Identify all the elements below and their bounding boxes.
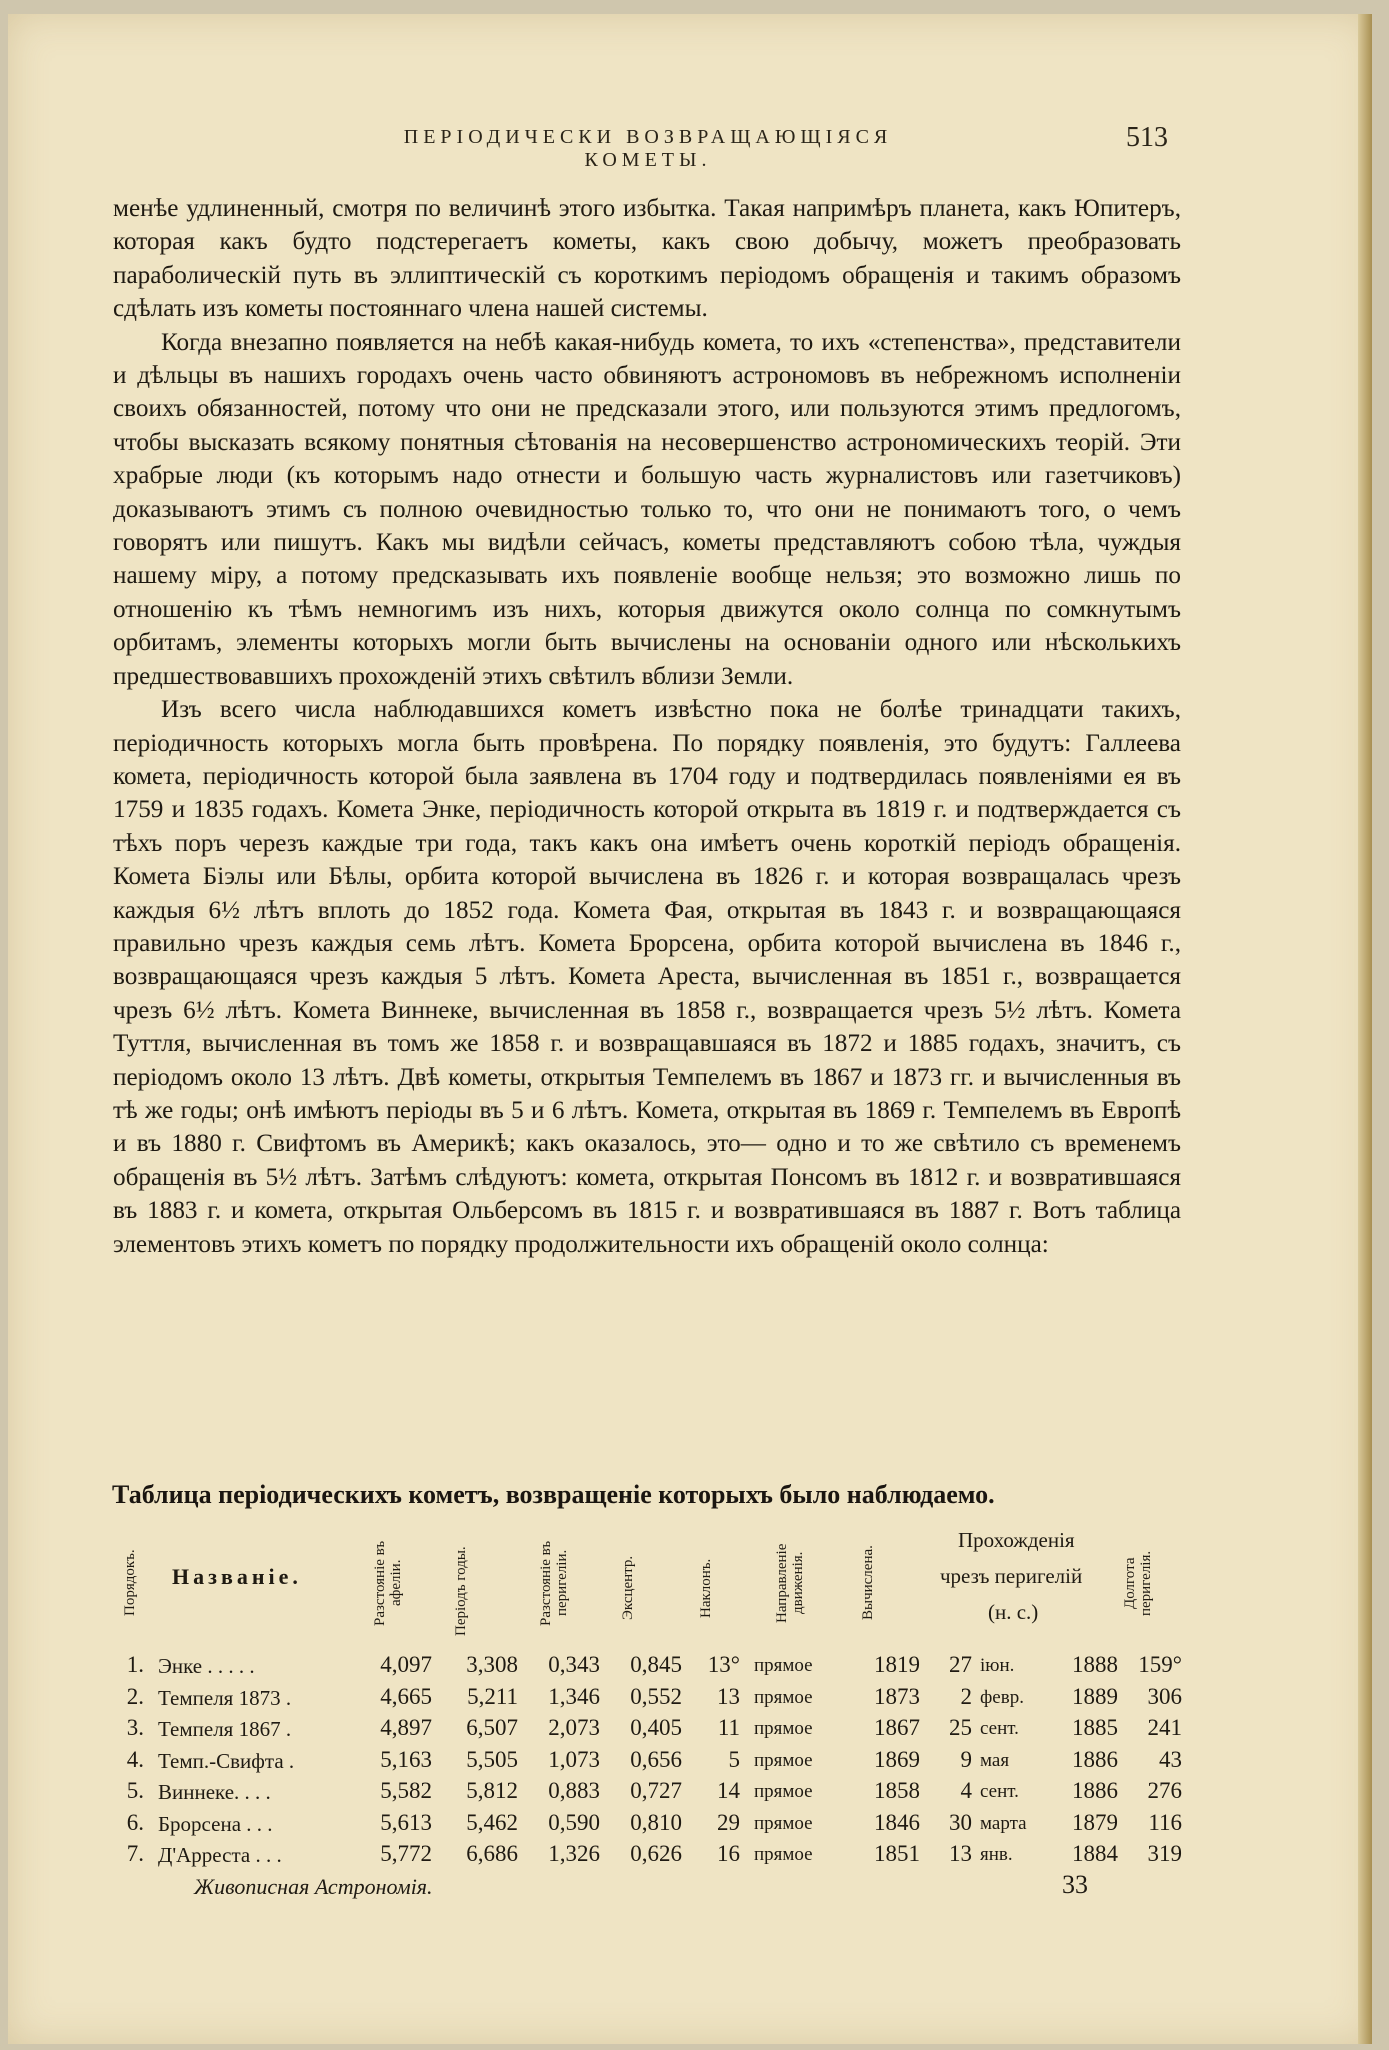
cell-comp: 1867 xyxy=(874,1715,920,1740)
cell-inc: 29 xyxy=(717,1809,740,1835)
header-order: Порядокъ. xyxy=(122,1549,138,1617)
cell-per: 5,812 xyxy=(466,1778,518,1803)
cell-lon: 116 xyxy=(1148,1809,1182,1835)
cell-dir: прямое xyxy=(754,1718,813,1739)
cell-peri: 0,343 xyxy=(548,1652,600,1677)
cell-ecc: 0,552 xyxy=(630,1683,682,1709)
cell-month: сент. xyxy=(980,1781,1019,1802)
cell-dir: прямое xyxy=(754,1812,813,1834)
cell-inc: 13° xyxy=(707,1652,740,1677)
cell-lon: 319 xyxy=(1147,1841,1182,1866)
cell-aph: 5,613 xyxy=(380,1809,432,1835)
cell-day: 4 xyxy=(960,1778,972,1803)
cell-comp: 1851 xyxy=(874,1841,920,1866)
cell-day: 30 xyxy=(949,1809,972,1835)
cell-peri: 1,073 xyxy=(548,1746,600,1772)
cell-peri: 1,346 xyxy=(548,1683,600,1709)
paragraph: Когда внезапно появляется на небѣ какая-нибудь комета, то ихъ «степенства», представители и дѣльцы въ нашихъ городахъ очень часто обвиняютъ астрономовъ въ небрежномъ исполненіи своихъ обязанностей, потому что они не предсказали этого, или пользуются этимъ предлогомъ, чтобы высказать всякому понятныя сѣтованія на несовершенство астрономическихъ теорій. Эти храбрые люди (къ которымъ надо отнести и большую часть журналистовъ или газетчиковъ) доказываютъ этимъ съ полною очевидностью только то, что они не понимаютъ того, о чемъ говорятъ или пишутъ. Какъ мы видѣли сейчасъ, кометы представляютъ собою тѣла, чуждыя нашему міру, а потому предсказывать ихъ появленіе вообще нельзя; это возможно лишь по отношенію къ тѣмъ немногимъ изъ нихъ, которыя движутся около солнца по сомкнутымъ орбитамъ, элементы которыхъ могли быть вычислены на основаніи одного или нѣсколькихъ предшествовавшихъ прохожденій этихъ свѣтилъ вблизи Земли. xyxy=(113,328,1181,690)
cell-month: февр. xyxy=(980,1686,1024,1708)
cell-comp: 1873 xyxy=(874,1683,920,1709)
cell-peri: 2,073 xyxy=(548,1715,600,1740)
cell-per: 5,505 xyxy=(466,1746,518,1772)
cell-ecc: 0,810 xyxy=(630,1809,682,1835)
table-row xyxy=(108,1747,1183,1777)
cell-year: 1879 xyxy=(1072,1809,1118,1835)
header-direction: Направленіе движенія. xyxy=(774,1543,806,1623)
cell-per: 6,686 xyxy=(466,1841,518,1866)
cell-n: 4. xyxy=(126,1746,144,1772)
cell-dir: прямое xyxy=(754,1655,813,1676)
cell-year: 1888 xyxy=(1072,1652,1118,1677)
table-row xyxy=(108,1841,1183,1871)
header-passage-line2: чрезъ перигелій xyxy=(940,1564,1083,1588)
header-period: Періодъ годы. xyxy=(453,1546,469,1636)
cell-comp: 1819 xyxy=(874,1652,920,1677)
cell-name: Темпеля 1867 . xyxy=(158,1717,292,1741)
header-passage-line1: Прохожденія xyxy=(958,1528,1075,1552)
cell-aph: 4,897 xyxy=(380,1715,432,1740)
header-computed: Вычислена. xyxy=(860,1545,876,1621)
cell-ecc: 0,405 xyxy=(630,1715,682,1740)
cell-aph: 4,097 xyxy=(380,1652,432,1677)
paragraph: Изъ всего числа наблюдавшихся кометъ извѣстно пока не болѣе тринадцати такихъ, періодичность которыхъ могла быть провѣрена. По порядку появленія, это будутъ: Галлеева комета, періодичность которой была заявлена въ 1704 году и подтвердилась появленіями ея въ 1759 и 1835 годахъ. Комета Энке, періодичность которой открыта въ 1819 г. и подтверждается съ тѣхъ поръ черезъ каждые три года, такъ какъ она имѣетъ очень короткій періодъ обращенія. Комета Біэлы или Бѣлы, орбита которой вычислена въ 1826 г. и которая возвращалась чрезъ каждыя 6½ лѣтъ вплоть до 1852 года. Комета Фая, открытая въ 1843 г. и возвращающаяся правильно чрезъ каждыя семь лѣтъ. Комета Брорсена, орбита которой вычислена въ 1846 г., возвращающаяся чрезъ каждыя 5 лѣтъ. Комета Ареста, вычисленная въ 1851 г., возвращается чрезъ 6½ лѣтъ. Комета Виннеке, вычисленная въ 1858 г., возвращается чрезъ 5½ лѣтъ. Комета Туттля, вычисленная въ томъ же 1858 г. и возвращавшаяся въ 1872 и 1885 годахъ, значитъ, съ періодомъ около 13 лѣтъ. Двѣ кометы, открытыя Темпелемъ въ 1867 и 1873 гг. и вычисленныя въ тѣ же годы; онѣ имѣютъ періоды въ 5 и 6 лѣтъ. Комета, открытая въ 1869 г. Темпелемъ въ Европѣ и въ 1880 г. Свифтомъ въ Америкѣ; какъ оказалось, это— одно и то же свѣтило съ временемъ обращенія въ 5½ лѣтъ. Затѣмъ слѣдуютъ: комета, открытая Понсомъ въ 1812 г. и возвратившаяся въ 1883 г. и комета, открытая Ольберсомъ въ 1815 г. и возвратившаяся въ 1887 г. Вотъ таблица элементовъ этихъ кометъ по порядку продолжительности ихъ обращеній около солнца: xyxy=(113,696,1181,1258)
cell-n: 1. xyxy=(126,1652,144,1677)
cell-name: Брорсена . . . xyxy=(158,1811,273,1836)
cell-aph: 5,772 xyxy=(380,1841,432,1866)
cell-dir: прямое xyxy=(754,1781,813,1802)
cell-lon: 159° xyxy=(1138,1652,1182,1677)
cell-month: марта xyxy=(980,1812,1027,1834)
cell-dir: прямое xyxy=(754,1686,813,1708)
page-edge xyxy=(1358,14,1372,2044)
cell-day: 2 xyxy=(960,1683,972,1709)
cell-per: 6,507 xyxy=(466,1715,518,1740)
table-title: Таблица періодическихъ кометъ, возвращеніе которыхъ было наблюдаемо. xyxy=(112,1480,995,1509)
cell-n: 2. xyxy=(126,1683,144,1709)
cell-n: 3. xyxy=(126,1715,144,1740)
paragraph: менѣе удлиненный, смотря по величинѣ этого избытка. Такая напримѣръ планета, какъ Юпитеръ, которая какъ будто подстерегаетъ кометы, какъ свою добычу, можетъ преобразовать параболическій путь въ эллиптическій съ короткимъ періодомъ обращенія и такимъ образомъ сдѣлать изъ кометы постояннаго члена нашей системы. xyxy=(113,195,1181,323)
cell-dir: прямое xyxy=(754,1749,813,1771)
page-number: 513 xyxy=(1126,122,1168,153)
cell-ecc: 0,656 xyxy=(630,1746,682,1772)
cell-year: 1889 xyxy=(1072,1683,1118,1709)
cell-per: 5,211 xyxy=(467,1683,518,1709)
cell-ecc: 0,626 xyxy=(630,1841,682,1866)
cell-comp: 1846 xyxy=(874,1809,920,1835)
cell-month: янв. xyxy=(980,1844,1013,1865)
header-name: Названіе. xyxy=(172,1564,302,1589)
cell-dir: прямое xyxy=(754,1844,813,1865)
cell-day: 9 xyxy=(960,1746,972,1772)
header-passage-line3: (н. с.) xyxy=(988,1600,1039,1624)
cell-year: 1884 xyxy=(1072,1841,1118,1866)
cell-name: Д'Арреста . . . xyxy=(158,1843,282,1867)
header-perihelion-distance: Разстояніе въ перигеліи. xyxy=(538,1540,570,1626)
cell-n: 6. xyxy=(126,1809,144,1835)
header-inclination: Наклонъ. xyxy=(698,1558,714,1618)
cell-per: 5,462 xyxy=(466,1809,518,1835)
cell-inc: 13 xyxy=(717,1683,740,1709)
cell-comp: 1869 xyxy=(874,1746,920,1772)
cell-ecc: 0,727 xyxy=(630,1778,682,1803)
cell-lon: 43 xyxy=(1159,1746,1182,1772)
cell-day: 13 xyxy=(949,1841,972,1866)
cell-year: 1885 xyxy=(1072,1715,1118,1740)
cell-month: сент. xyxy=(980,1718,1019,1739)
cell-lon: 241 xyxy=(1147,1715,1182,1740)
header-aphelion: Разстояніе въ афеліи. xyxy=(372,1540,404,1626)
table-row xyxy=(108,1778,1183,1808)
table-row xyxy=(108,1715,1183,1745)
cell-aph: 5,582 xyxy=(380,1778,432,1803)
table-row xyxy=(108,1810,1183,1840)
cell-month: мая xyxy=(980,1749,1010,1771)
cell-per: 3,308 xyxy=(466,1652,518,1677)
cell-name: Темп.-Свифта . xyxy=(158,1748,295,1773)
footer-book-title: Живописная Астрономія. xyxy=(194,1874,433,1899)
cell-inc: 11 xyxy=(717,1715,740,1740)
header-eccentricity: Эксцентр. xyxy=(620,1555,636,1621)
cell-peri: 0,883 xyxy=(548,1778,600,1803)
cell-name: Энке . . . . . xyxy=(158,1654,255,1678)
running-title: ПЕРІОДИЧЕСКИ ВОЗВРАЩАЮЩІЯСЯ КОМЕТЫ. xyxy=(403,126,893,171)
page-header xyxy=(8,122,1372,171)
cell-inc: 14 xyxy=(717,1778,740,1803)
body-text xyxy=(113,192,1181,1261)
cell-peri: 1,326 xyxy=(548,1841,600,1866)
cell-day: 27 xyxy=(949,1652,972,1677)
comet-table xyxy=(108,1524,1183,1867)
cell-inc: 5 xyxy=(728,1746,740,1772)
cell-aph: 5,163 xyxy=(380,1746,432,1772)
signature-mark: 33 xyxy=(1062,1870,1088,1899)
cell-aph: 4,665 xyxy=(380,1683,432,1709)
cell-year: 1886 xyxy=(1072,1778,1118,1803)
cell-ecc: 0,845 xyxy=(630,1652,682,1677)
cell-day: 25 xyxy=(949,1715,972,1740)
book-page xyxy=(8,14,1372,2044)
cell-n: 5. xyxy=(126,1778,144,1803)
cell-lon: 306 xyxy=(1147,1683,1182,1709)
table-row xyxy=(108,1684,1183,1714)
cell-lon: 276 xyxy=(1147,1778,1182,1803)
cell-name: Темпеля 1873 . xyxy=(158,1685,292,1710)
cell-name: Виннеке. . . . xyxy=(158,1780,271,1804)
header-longitude: Долгота перигелія. xyxy=(1122,1550,1154,1616)
cell-peri: 0,590 xyxy=(548,1809,600,1835)
cell-comp: 1858 xyxy=(874,1778,920,1803)
cell-inc: 16 xyxy=(717,1841,740,1866)
cell-year: 1886 xyxy=(1072,1746,1118,1772)
cell-month: іюн. xyxy=(980,1655,1015,1676)
table-row xyxy=(108,1652,1183,1682)
cell-n: 7. xyxy=(126,1841,144,1866)
